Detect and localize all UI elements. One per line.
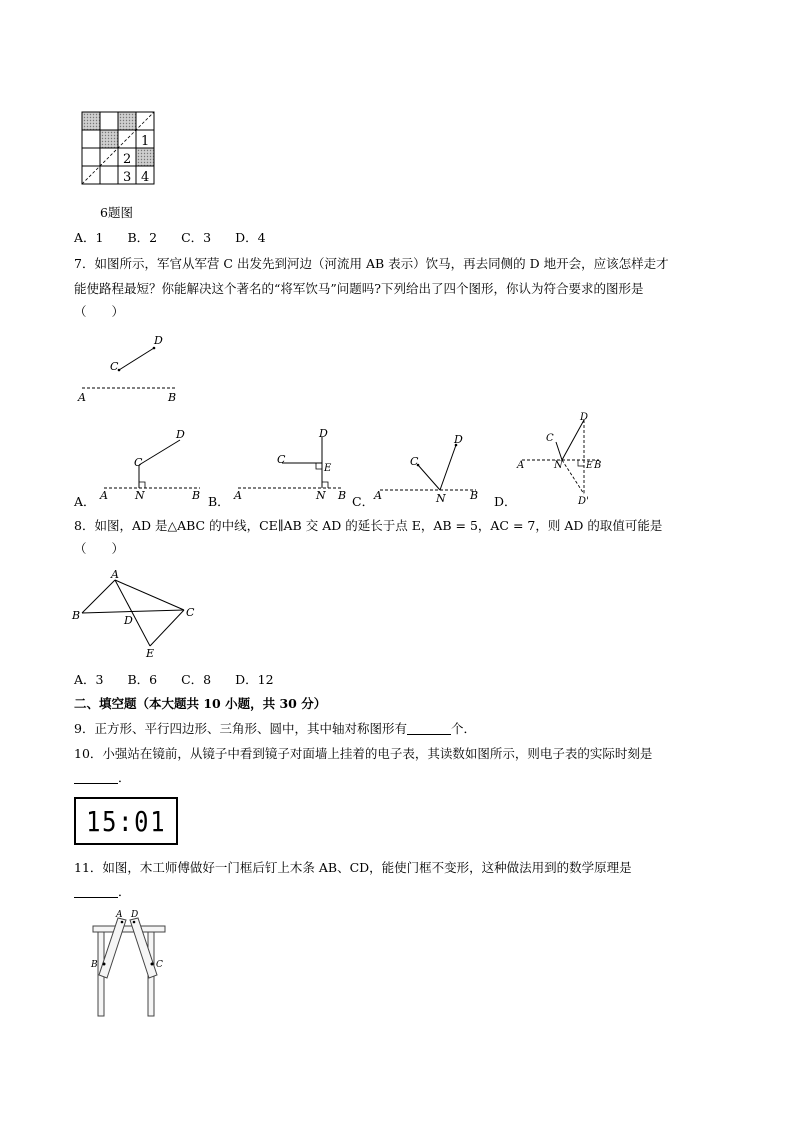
- q10-text-line-1: 10．小强站在镜前，从镜子中看到镜子对面墙上挂着的电子表，其读数如图所示，则电子表的实际时刻是: [74, 746, 653, 761]
- svg-text:B: B: [168, 391, 177, 404]
- svg-text:A: A: [78, 391, 86, 404]
- q7-main-figure: [74, 330, 194, 405]
- q6-grid-label-2: 2: [123, 152, 132, 167]
- svg-text:N: N: [554, 460, 563, 471]
- svg-text:E: E: [324, 463, 332, 474]
- q8-option-d[interactable]: D．12: [235, 672, 274, 687]
- svg-text:C: C: [110, 360, 119, 373]
- q11-text-line-1: 11．如图，木工师傅做好一门框后钉上木条 AB、CD，能使门框不变形，这种做法用到的数学原理是: [74, 860, 632, 875]
- q8-label-b: B: [72, 609, 81, 622]
- q6-options: [74, 230, 286, 246]
- q7-text-line-3: （ ）: [74, 304, 125, 319]
- q8-option-b[interactable]: B．6: [127, 672, 158, 687]
- q8-triangle-figure: [70, 566, 200, 660]
- q7-option-b-figure[interactable]: [230, 425, 355, 505]
- svg-text:N: N: [135, 489, 145, 502]
- q9-answer-blank[interactable]: [407, 722, 451, 735]
- q8-option-c[interactable]: C．8: [181, 672, 212, 687]
- svg-text:B: B: [192, 489, 201, 502]
- svg-text:D: D: [176, 428, 185, 441]
- q8-options: [74, 672, 294, 688]
- svg-text:E: E: [586, 461, 593, 471]
- q10-clock-display: [74, 797, 178, 845]
- q6-grid-label-4: 4: [141, 170, 150, 185]
- svg-text:D: D: [154, 334, 163, 347]
- q6-grid-label-3: 3: [123, 170, 132, 185]
- svg-text:B: B: [594, 460, 602, 471]
- q11-door-frame-figure: [88, 908, 168, 1020]
- q10-answer-blank[interactable]: [74, 771, 118, 784]
- svg-text:C: C: [410, 455, 419, 468]
- q11-label-b: B: [91, 960, 98, 970]
- q8-option-a[interactable]: A．3: [74, 672, 104, 687]
- q7-option-d-letter[interactable]: D．: [494, 494, 517, 509]
- q11-text-line-2: [74, 884, 131, 900]
- q6-grid-figure: [80, 110, 158, 190]
- q7-option-d-figure[interactable]: [514, 408, 609, 508]
- svg-text:A: A: [100, 489, 108, 502]
- q8-label-c: C: [186, 606, 195, 619]
- svg-text:N: N: [436, 492, 446, 505]
- section-2-heading: 二、填空题（本大题共 10 小题，共 30 分）: [74, 696, 327, 711]
- q7-option-b-letter[interactable]: B．: [208, 494, 230, 509]
- q11-label-c: C: [156, 960, 163, 970]
- svg-text:A: A: [374, 489, 382, 502]
- svg-text:N: N: [316, 489, 326, 502]
- q10-clock-reading: 15:01: [85, 804, 167, 838]
- q6-option-c[interactable]: C．3: [181, 230, 212, 245]
- svg-text:C: C: [134, 456, 143, 469]
- q8-label-d: D: [124, 614, 133, 627]
- q9-text: [74, 721, 476, 737]
- q9-text-after: 个．: [450, 721, 476, 736]
- q7-option-c-figure[interactable]: [372, 425, 492, 505]
- q11-answer-blank[interactable]: [74, 885, 118, 898]
- q10-text-after: ．: [118, 770, 131, 785]
- svg-text:B: B: [338, 489, 347, 502]
- q7-option-a-figure[interactable]: [96, 425, 206, 505]
- q8-label-a: A: [111, 568, 119, 581]
- q11-label-d: D: [131, 910, 139, 920]
- q10-text-line-2: [74, 770, 131, 786]
- svg-text:A: A: [517, 460, 525, 471]
- q8-text-line-2: （ ）: [74, 541, 125, 556]
- svg-text:C: C: [277, 453, 286, 466]
- q7-text-line-2: 能使路程最短？你能解决这个著名的“将军饮马”问题吗?下列给出了四个图形，你认为符合要求的图形是: [74, 281, 644, 296]
- svg-text:A: A: [234, 489, 242, 502]
- q6-option-a[interactable]: A．1: [74, 230, 104, 245]
- q8-label-e: E: [146, 647, 155, 660]
- q7-text-line-1: 7．如图所示，军官从军营 C 出发先到河边（河流用 AB 表示）饮马，再去同侧的 D 地开会，应该怎样走才: [74, 256, 669, 271]
- q11-text-after: ．: [118, 884, 131, 899]
- q6-option-d[interactable]: D．4: [235, 230, 266, 245]
- q7-option-a-letter[interactable]: A．: [74, 494, 96, 509]
- svg-text:D': D': [578, 496, 589, 507]
- svg-text:D: D: [454, 433, 463, 446]
- q6-grid-label-1: 1: [141, 134, 150, 149]
- q11-label-a: A: [116, 910, 123, 920]
- q8-text-line-1: 8．如图，AD 是△ABC 的中线，CE∥AB 交 AD 的延长于点 E，AB = 5，AC = 7，则 AD 的取值可能是: [74, 518, 663, 533]
- svg-text:D: D: [580, 412, 589, 423]
- svg-text:D: D: [319, 427, 328, 440]
- q7-option-c-letter[interactable]: C．: [352, 494, 375, 509]
- q6-option-b[interactable]: B．2: [127, 230, 158, 245]
- svg-text:B: B: [470, 489, 479, 502]
- svg-text:C: C: [546, 433, 554, 444]
- q6-caption: 6题图: [100, 205, 133, 220]
- q9-text-before: 9．正方形、平行四边形、三角形、圆中，其中轴对称图形有: [74, 721, 407, 736]
